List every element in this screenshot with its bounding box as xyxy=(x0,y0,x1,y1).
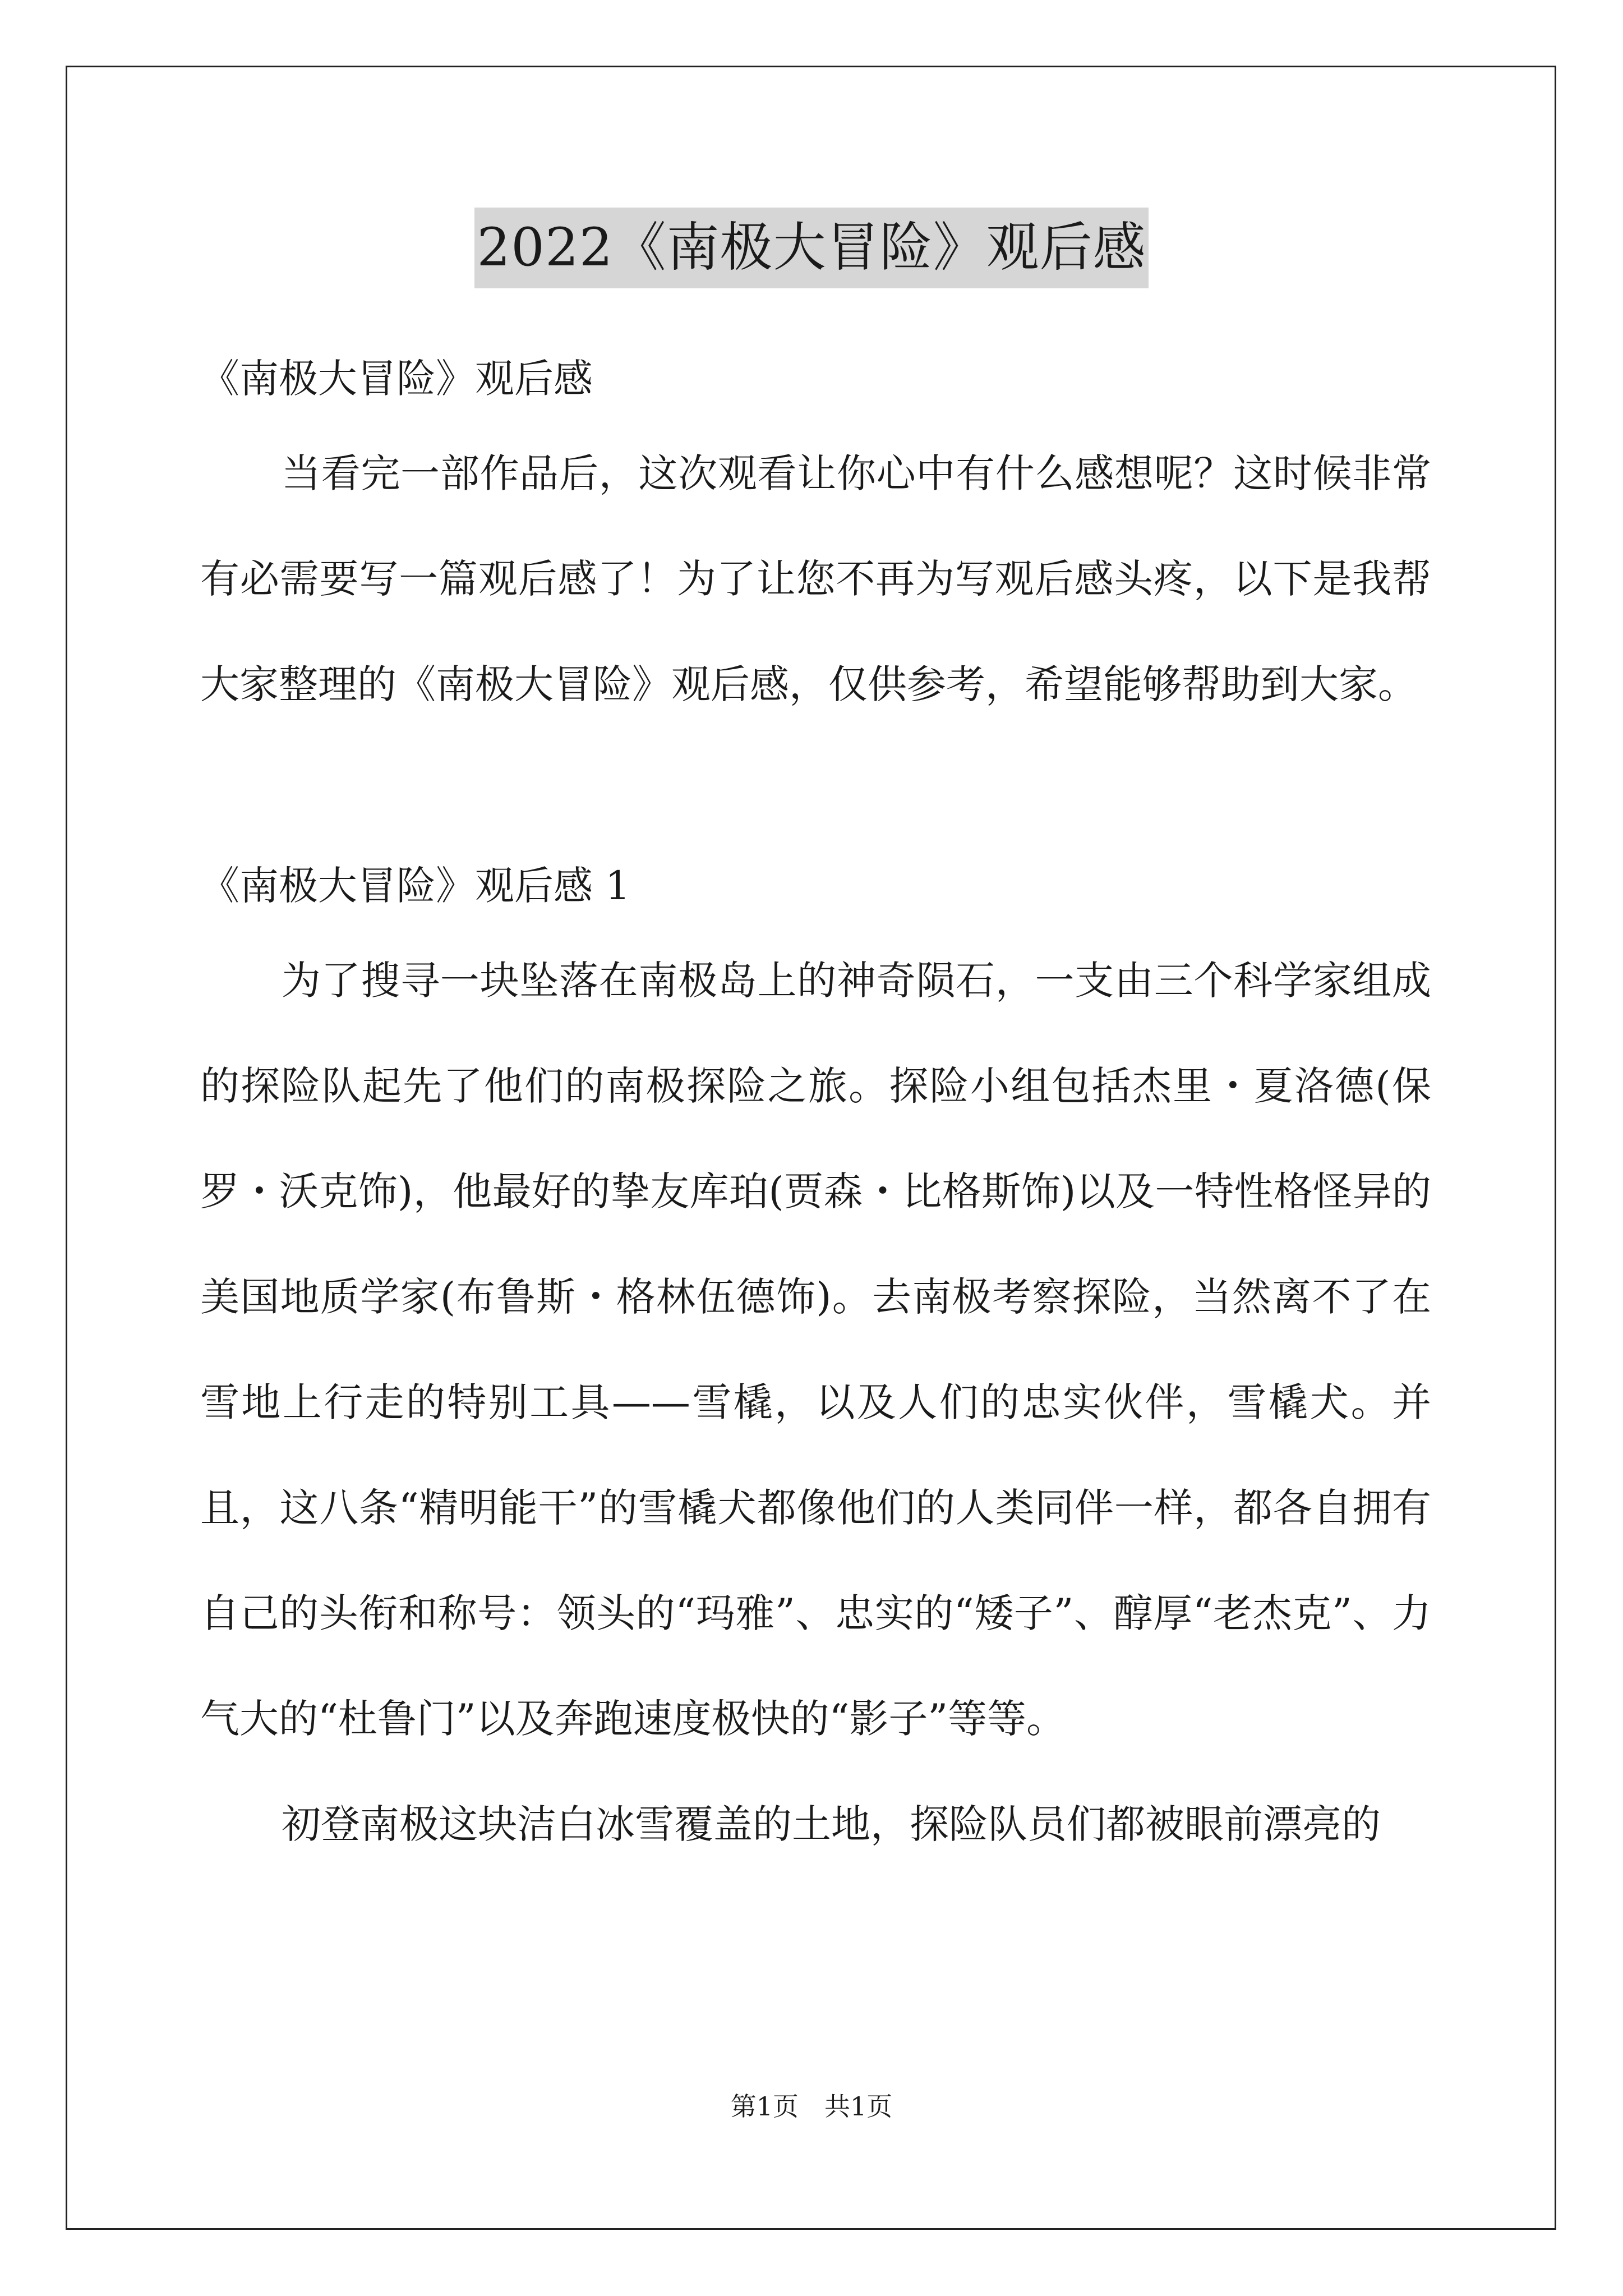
paragraph: 初登南极这块洁白冰雪覆盖的土地，探险队员们都被眼前漂亮的 xyxy=(282,1801,1381,1847)
paragraph: 当看完一部作品后，这次观看让你心中有什么感想呢？这时候非常有必需要写一篇观后感了！为了让您不再为写观后感头疼，以下是我帮大家整理的《南极大冒险》观后感，仅供参考，希望能够帮助到大家。 xyxy=(200,450,1431,707)
document-title: 2022《南极大冒险》观后感 xyxy=(474,208,1148,288)
title-container xyxy=(0,208,1623,288)
page-footer: 第1页 共1页 xyxy=(730,2091,893,2122)
section-heading: 《南极大冒险》观后感 1 xyxy=(200,863,630,909)
paragraph: 为了搜寻一块坠落在南极岛上的神奇陨石，一支由三个科学家组成的探险队起先了他们的南极探险之旅。探险小组包括杰里・夏洛德(保罗・沃克饰)，他最好的挚友库珀(贾森・比格斯饰)以及一特性格怪异的美国地质学家(布鲁斯・格林伍德饰)。去南极考察探险，当然离不了在雪地上行走的特别工具——雪橇，以及人们的忠实伙伴，雪橇犬。并且，这八条“精明能干”的雪橇犬都像他们的人类同伴一样，都各自拥有自己的头衔和称号：领头的“玛雅”、忠实的“矮子”、醇厚“老杰克”、力气大的“杜鲁门”以及奔跑速度极快的“影子”等等。 xyxy=(200,958,1431,1742)
section-spacer xyxy=(200,737,1431,844)
section-heading: 《南极大冒险》观后感 xyxy=(200,356,593,402)
document-body xyxy=(200,337,1431,1877)
